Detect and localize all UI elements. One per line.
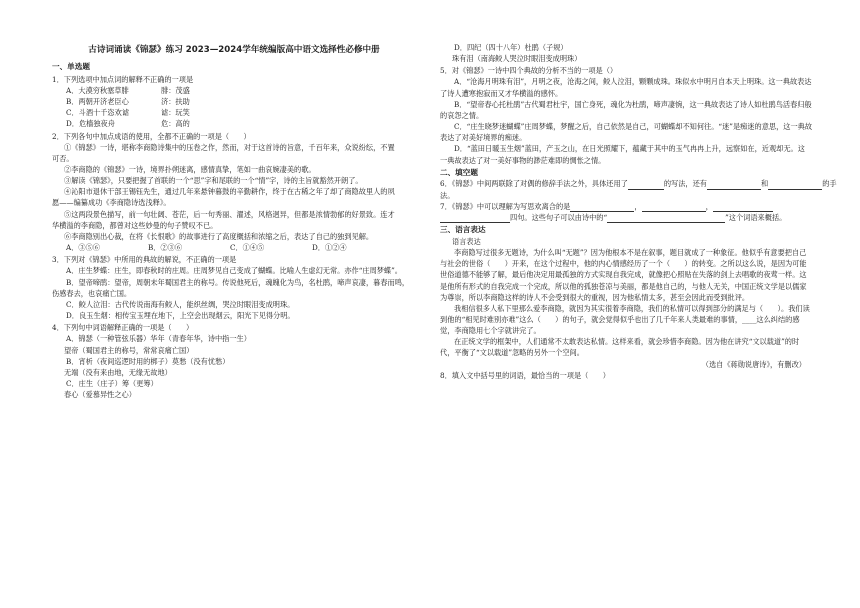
section-heading-language: 三、语言表达	[440, 225, 486, 235]
section-heading-single-choice: 一、单选题	[52, 62, 90, 71]
answer-blank[interactable]	[607, 214, 725, 223]
question-8-header: 语言表达	[452, 236, 481, 246]
answer-blank[interactable]	[642, 203, 706, 212]
answer-blank[interactable]	[440, 214, 510, 223]
question-4-option-b[interactable]: B．宵析（夜间巡逻时用的梆子）莫愁（没有忧愁）	[66, 356, 230, 366]
question-1-option-b[interactable]: B．两朝开济老臣心 济：扶助	[66, 97, 190, 107]
question-4-line: 珠有泪（南海鲛人哭泣时眼泪变成明珠）	[452, 54, 582, 64]
question-6-continued: 法。	[440, 190, 455, 200]
question-4-line: 望帝（蜀国君主的称号，常常哀痛亡国）	[64, 345, 194, 355]
answer-blank[interactable]	[570, 203, 634, 212]
right-column	[440, 42, 837, 381]
question-7: 7．《锦瑟》中可以理解为写思欢离合的是 ， ，	[440, 201, 812, 212]
question-2-line: 可否。	[52, 153, 74, 163]
answer-blank[interactable]	[713, 203, 773, 212]
question-2-line: ⑤这两段景色描写，前一句壮阔、苍茫，后一句秀丽、濯述，风格迥异，但都是浓情勃郁的好景致。连才	[64, 209, 395, 219]
page-title: 古诗词诵读《锦瑟》练习 2023—2024学年统编版高中语文选择性必修中册	[88, 45, 380, 55]
question-2-line: ②李商隐的《锦瑟》一诗，境界扑朔迷离，感情真挚，笔如一曲哀婉凄美的歌。	[64, 165, 316, 175]
question-2-line: ①《锦瑟》一诗，堪称李商隐诗集中的压卷之作，然而，对于这首诗的旨意，千百年来，众说纷纭，不置	[64, 142, 395, 152]
question-5-option-c[interactable]: C．“庄生晓梦迷蝴蝶”庄周梦蝶，梦醒之后，自己依然是自己，可蝴蝶却不知何往。“迷”是痴迷的意思，这一典故表达了对美好境界的痴迷。	[440, 122, 813, 143]
question-2-line: ⑥李商隐别出心裁，在将《长恨歌》的故事进行了高度概括和浓缩之后，表达了自己的独到见解。	[64, 231, 374, 241]
question-4-line: 无端（没有来由地，无缘无故地）	[64, 367, 172, 377]
question-4-option-c[interactable]: C．庄生（庄子）筹（更筹）	[66, 378, 158, 388]
question-7-continued: 四句。这些句子可以由诗中的“ ”这个词语来概括。	[440, 212, 812, 223]
question-2-options	[52, 242, 418, 253]
question-5-option-d[interactable]: D．“蓝田日暖玉生烟”蓝田，产玉之山，在日光照耀下，蕴藏于其中的玉气冉冉上升，远察如在，近观却无。这一典故表达了对一美好事物的渺茫难即的惆怅之情。	[440, 144, 805, 165]
question-2-option-a[interactable]: A．③⑤⑥	[66, 243, 100, 253]
question-5-stem: 5．对《锦瑟》一诗中四个典故的分析不当的一项是（）	[440, 66, 618, 76]
question-3-stem: 3．下列对《锦瑟》中所用的典故的解说，不正确的一项是	[52, 255, 237, 265]
question-1-stem: 1．下列选项中加点词的解释不正确的一项是	[52, 74, 194, 84]
answer-blank[interactable]	[768, 181, 822, 190]
question-5-option-b[interactable]: B．“望帝春心托杜鹃”古代蜀君杜宇，国亡身死，魂化为杜鹃，啼声凄惋，这一典故表达了诗人如杜鹃鸟活春归般的哀怨之情。	[440, 99, 812, 120]
question-3-option-b-continued: 伤感春去，也哀痛亡国。	[52, 288, 132, 298]
question-2-option-d[interactable]: D．①②④	[312, 243, 347, 253]
question-2-option-c[interactable]: C．①④⑤	[230, 243, 265, 253]
question-5-option-a[interactable]: A．“沧海月明珠有泪”，月明之夜，沧海之间，鲛人泣泪，颗颗成珠。珠似水中明月自本天上明珠。这一典故表达了诗人遭寒抱寂而又才华横溢的感怀。	[440, 77, 812, 98]
question-4-stem: 4．下列句中词语解释正确的一项是（ ）	[52, 323, 194, 333]
question-2-line: ③解读《锦瑟》，只要把握了首联的一个“思”字和尾联的一个“情”字，诗的主旨就豁然开朗了。	[64, 176, 363, 186]
passage-paragraph: 李商隐写过很多无题诗，为什么叫“无题”？因为他根本不是在叙事，题目就成了一种象征。他似乎有意要把自己与社会的世俗（ ）开来，在这个过程中，他的内心情感经历了一个（ ）的转变。之所以这么说，是因为可能世俗道德不能够了解，最后他决定用最孤独的方式实现自我完成，就像把心照贴在失落的剑上去唱歌的夜莺一样。这是他所有形式的自我完成一个完成，所以他的孤独苍凉与美丽，都是他自己的，与他人无关，中国正统文学是以儒家为尊崇，所以李商隐这样的诗人不会受到很大的重视，因为他私情太多，甚至会因此而受到批评。	[440, 248, 807, 302]
question-1-option-d[interactable]: D．危樯独夜舟 危：高的	[66, 119, 190, 129]
answer-blank[interactable]	[707, 181, 761, 190]
question-2-line: 华横溢的李商隐，都曾对这些妙曼的句子赞叹不已。	[52, 220, 218, 230]
left-column	[52, 60, 418, 400]
question-3-option-b[interactable]: B．望帝啼鹃：望帝，周朝末年蜀国君主的称号。传说他死后，魂魄化为鸟，名杜鹃，啼声哀凄，暮春而鸣，	[66, 277, 410, 287]
section-heading-fill-blank: 二、填空题	[440, 167, 478, 177]
question-4-line: 春心（爱慕异性之心）	[64, 390, 136, 400]
passage-paragraph: 在正统文学的框架中，人们通常不太敢表达私情。这样来看，就会珍惜李商隐。因为他在讲究“文以载道”的时代，平衡了“文以载道”忽略的另外一个空间。	[440, 337, 800, 358]
question-1-option-c[interactable]: C．斗酒十千恣欢谑 谑：玩笑	[66, 108, 190, 118]
question-4-option-a[interactable]: A．锦瑟（一种管弦乐器）华年（青春年华，诗中指一生）	[66, 334, 251, 344]
question-8-stem: 8．填入文中括号里的词语，最恰当的一项是（ ）	[440, 370, 610, 380]
passage-paragraph: 我相信很多人私下里那么爱李商隐，就因为其实很着李商隐，我们的私情可以得到部分的满足与（ ）。我们读到他的“相见时难别亦难”这么（ ）的句子，就会觉得似乎也出了几千年来人类最难的事情，____这么纠结的感觉，李商隐用七个字就讲完了。	[440, 303, 810, 336]
question-2-line: 愿——编纂成功《李商隐诗选浅释》。	[52, 198, 171, 208]
question-2-option-b[interactable]: B．②③⑥	[148, 243, 183, 253]
answer-blank[interactable]	[628, 181, 664, 190]
question-2-stem: 2．下列各句中加点成语的使用，全都不正确的一项是（ ）	[52, 131, 251, 141]
question-3-option-d[interactable]: D．良玉生烟：相传宝玉埋在地下，上空会出现烟云，阳光下见得分明。	[66, 311, 295, 321]
question-4-option-d[interactable]: D．四纪（四十八年）杜鹃（子规）	[454, 43, 568, 52]
question-3-option-c[interactable]: C．鲛人泣泪：古代传说南海有鲛人，能织丝绸，哭泣时眼泪变成明珠。	[66, 299, 295, 309]
passage-source: （选自《蒋勋说唐诗》，有删改）	[701, 359, 806, 369]
question-3-option-a[interactable]: A．庄生梦蝶：庄生，即春秋时的庄周。庄周梦见自己变成了蝴蝶。比喻人生虚幻无常。亦作“庄周梦蝶”。	[66, 266, 402, 276]
question-2-line: ④沁阳市退休干部王锡钰先生，通过几年来悬钟暮鼓的辛勤耕作，终于在古稀之年了却了商隐故里人的夙	[64, 187, 395, 197]
question-6: 6．《锦瑟》中间两联除了对偶的修辞手法之外，具体还用了 的写法，还有 和 的手	[440, 179, 837, 189]
question-1-option-a[interactable]: A．大漠穷秋塞草腓 腓：茂盛	[66, 85, 190, 95]
